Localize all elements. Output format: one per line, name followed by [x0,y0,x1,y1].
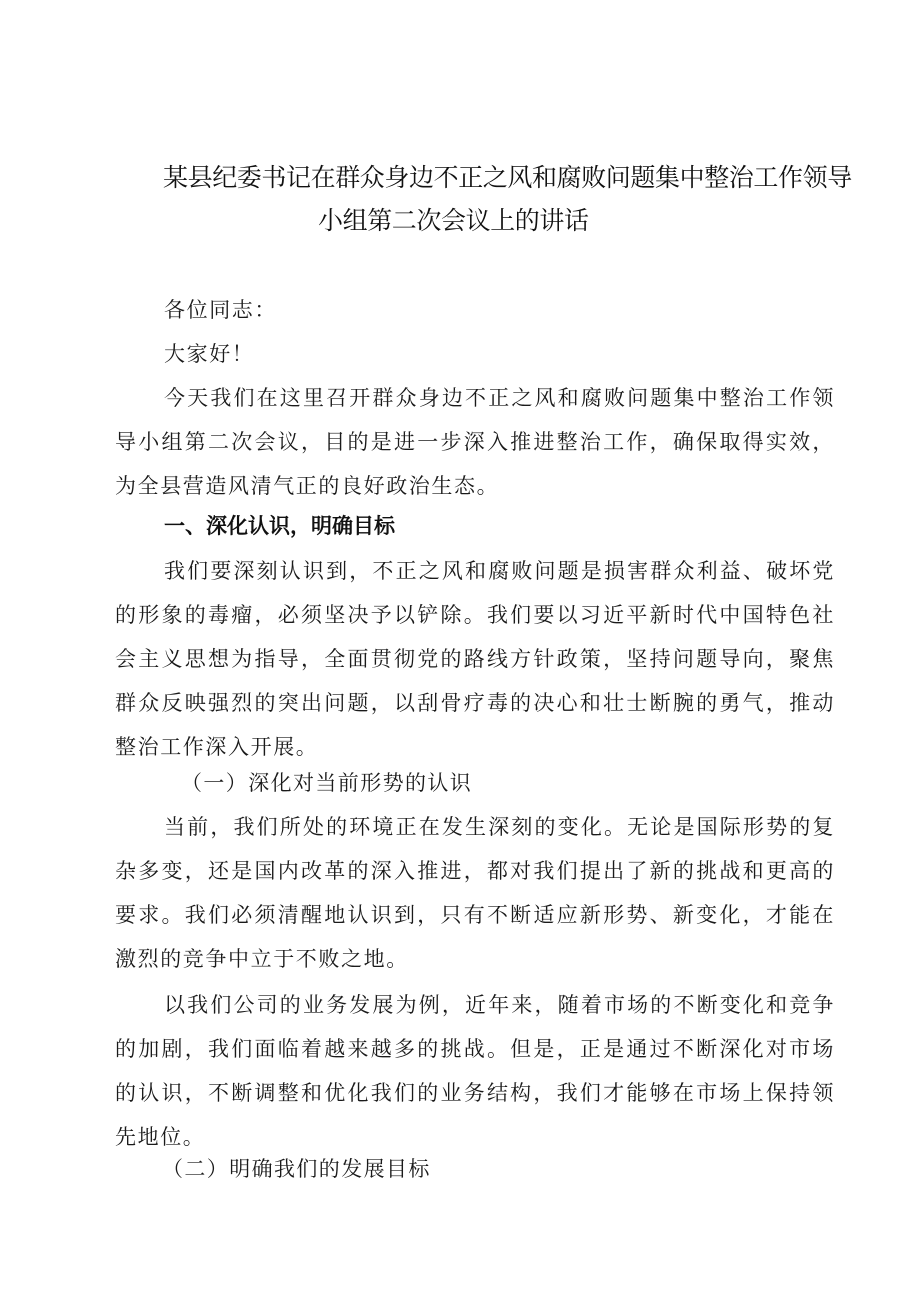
document-title-line1: 某县纪委书记在群众身边不正之风和腐败问题集中整治工作领导 [163,163,852,192]
subsection1-paragraph1: 当前，我们所处的环境正在发生深刻的变化。无论是国际形势的复杂多变，还是国内改革的深入推进，都对我们提出了新的挑战和更高的要求。我们必须清醒地认识到，只有不断适应新形势、新变化，才能在激烈的竞争中立于不败之地。 [115,815,835,971]
section1-paragraph: 我们要深刻认识到，不正之风和腐败问题是损害群众利益、破坏党的形象的毒瘤，必须坚决予以铲除。我们要以习近平新时代中国特色社会主义思想为指导，全面贯彻党的路线方针政策，坚持问题导向，聚焦群众反映强烈的突出问题，以刮骨疗毒的决心和壮士断腕的勇气，推动整治工作深入开展。 [115,559,835,759]
subsection1-heading: （一）深化对当前形势的认识 [181,771,473,795]
section1-heading: 一、深化认识，明确目标 [164,514,395,538]
subsection1-paragraph2: 以我们公司的业务发展为例，近年来，随着市场的不断变化和竞争的加剧，我们面临着越来越多的挑战。但是，正是通过不断深化对市场的认识，不断调整和优化我们的业务结构，我们才能够在市场上保持领先地位。 [115,993,835,1149]
intro-paragraph: 今天我们在这里召开群众身边不正之风和腐败问题集中整治工作领导小组第二次会议，目的是进一步深入推进整治工作，确保取得实效，为全县营造风清气正的良好政治生态。 [115,386,835,498]
greeting-hello: 大家好！ [164,342,255,366]
subsection2-heading: （二）明确我们的发展目标 [162,1157,431,1181]
greeting-colleagues: 各位同志： [164,298,277,322]
document-title-line2: 小组第二次会议上的讲话 [318,206,589,235]
